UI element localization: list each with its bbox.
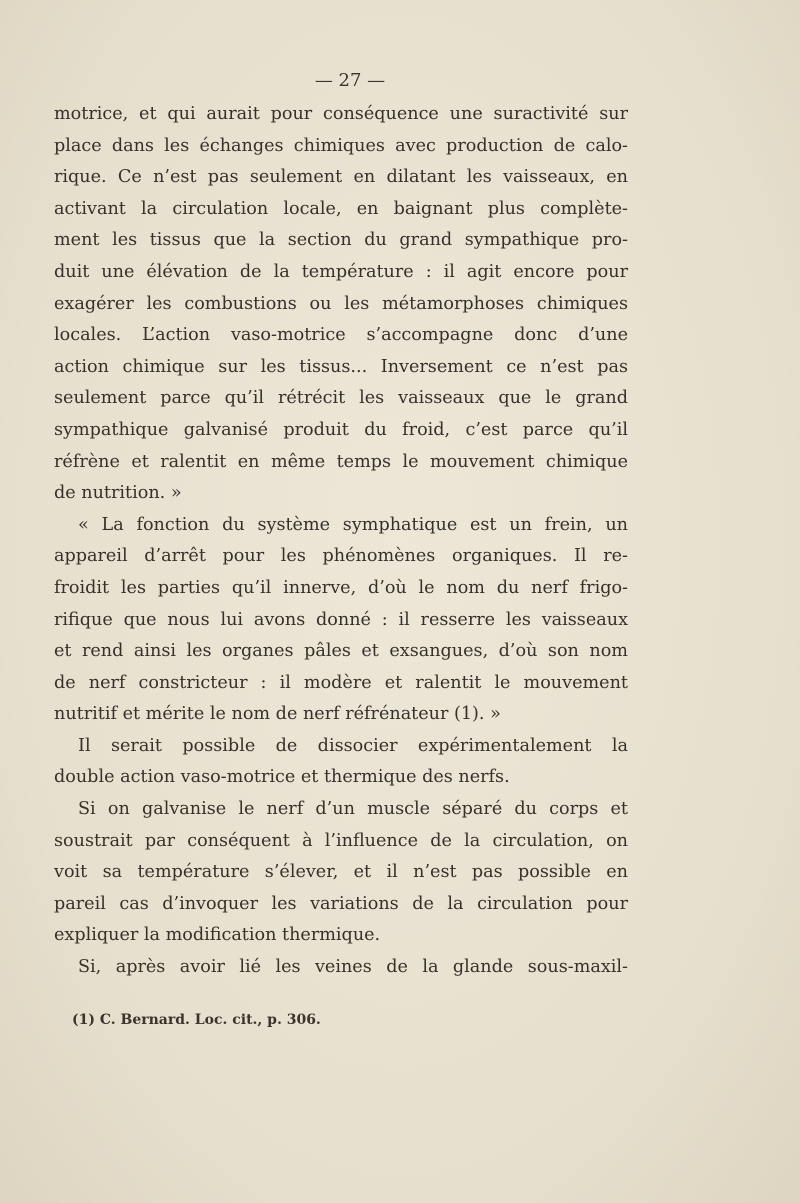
- text-line: sympathique galvanisé produit du froid, c’est parce qu’il: [54, 419, 628, 440]
- text-line: réfrène et ralentit en même temps le mouvement chimique: [54, 451, 628, 472]
- text-line: ment les tissus que la section du grand sympathique pro-: [54, 230, 628, 251]
- text-line: appareil d’arrêt pour les phénomènes organiques. Il re-: [54, 546, 628, 567]
- text-line: activant la circulation locale, en baignant plus complète-: [54, 198, 628, 219]
- page-number: — 27 —: [314, 70, 386, 91]
- text-line: rifique que nous lui avons donné : il resserre les vaisseaux: [54, 609, 628, 630]
- text-line: froidit les parties qu’il innerve, d’où le nom du nerf frigo-: [54, 577, 628, 598]
- text-line: de nerf constricteur : il modère et ralentit le mouvement: [54, 672, 628, 693]
- text-line: expliquer la modification thermique.: [54, 925, 381, 946]
- text-line: duit une élévation de la température : il agit encore pour: [54, 261, 628, 282]
- text-line: voit sa température s’élever, et il n’est pas possible en: [54, 862, 628, 883]
- text-line: motrice, et qui aurait pour conséquence une suractivité sur: [54, 104, 628, 124]
- text-line: pareil cas d’invoquer les variations de la circulation pour: [54, 893, 628, 914]
- body-text: [54, 99, 628, 984]
- text-line: action chimique sur les tissus... Inversement ce n’est pas: [54, 356, 628, 377]
- text-line: de nutrition. »: [54, 483, 182, 504]
- text-line: rique. Ce n’est pas seulement en dilatant les vaisseaux, en: [54, 167, 628, 188]
- text-line: double action vaso-motrice et thermique des nerfs.: [54, 767, 510, 788]
- text-line: Si on galvanise le nerf d’un muscle séparé du corps et: [78, 799, 628, 820]
- text-line: Si, après avoir lié les veines de la glande sous-maxil-: [78, 957, 628, 978]
- text-line: « La fonction du système symphatique est un frein, un: [78, 514, 628, 535]
- text-line: et rend ainsi les organes pâles et exsangues, d’où son nom: [54, 641, 628, 662]
- text-line: soustrait par conséquent à l’influence de la circulation, on: [54, 830, 628, 851]
- text-line: exagérer les combustions ou les métamorphoses chimiques: [54, 293, 628, 314]
- text-line: nutritif et mérite le nom de nerf réfrénateur (1). »: [54, 704, 501, 725]
- text-line: locales. L’action vaso-motrice s’accompagne donc d’une: [54, 325, 628, 346]
- text-line: Il serait possible de dissocier expérimentalement la: [78, 735, 628, 756]
- text-line: seulement parce qu’il rétrécit les vaisseaux que le grand: [54, 388, 628, 409]
- footnote: (1) C. Bernard. Loc. cit., p. 306.: [72, 1012, 321, 1028]
- text-line: place dans les échanges chimiques avec production de calo-: [54, 135, 628, 156]
